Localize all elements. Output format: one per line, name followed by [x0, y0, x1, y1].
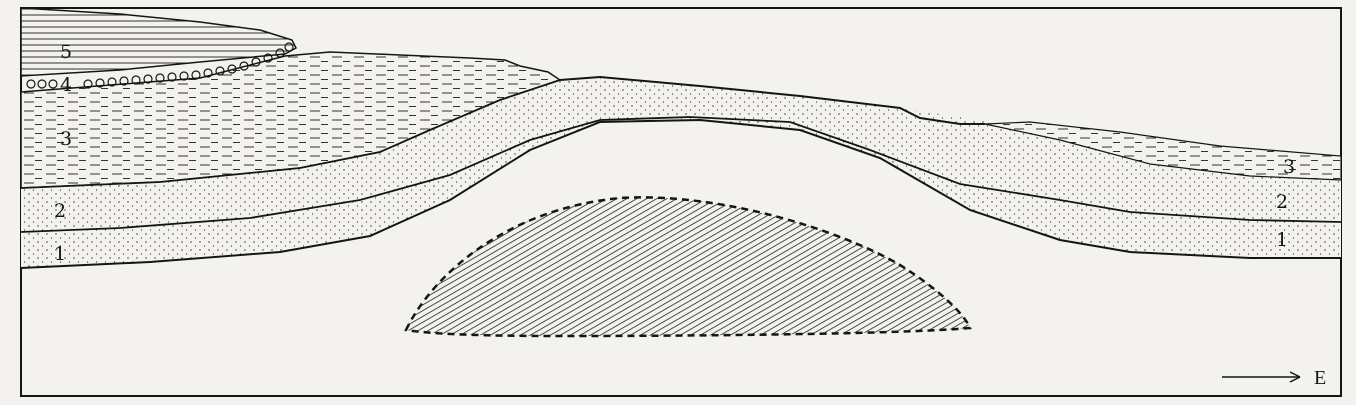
label-bed-3-west: 3 — [60, 128, 73, 150]
label-bed-5: 5 — [60, 41, 73, 63]
label-bed-4: 4 — [60, 74, 73, 96]
right-arrow-icon — [1222, 372, 1300, 382]
label-bed-1-east: 1 — [1276, 229, 1289, 251]
label-bed-3-east: 3 — [1283, 156, 1296, 178]
label-bed-2-west: 2 — [54, 200, 67, 222]
label-bed-1-west: 1 — [54, 243, 67, 265]
east-label: E — [1314, 367, 1327, 389]
igneous-intrusion — [406, 197, 970, 336]
label-bed-2-east: 2 — [1276, 191, 1289, 213]
